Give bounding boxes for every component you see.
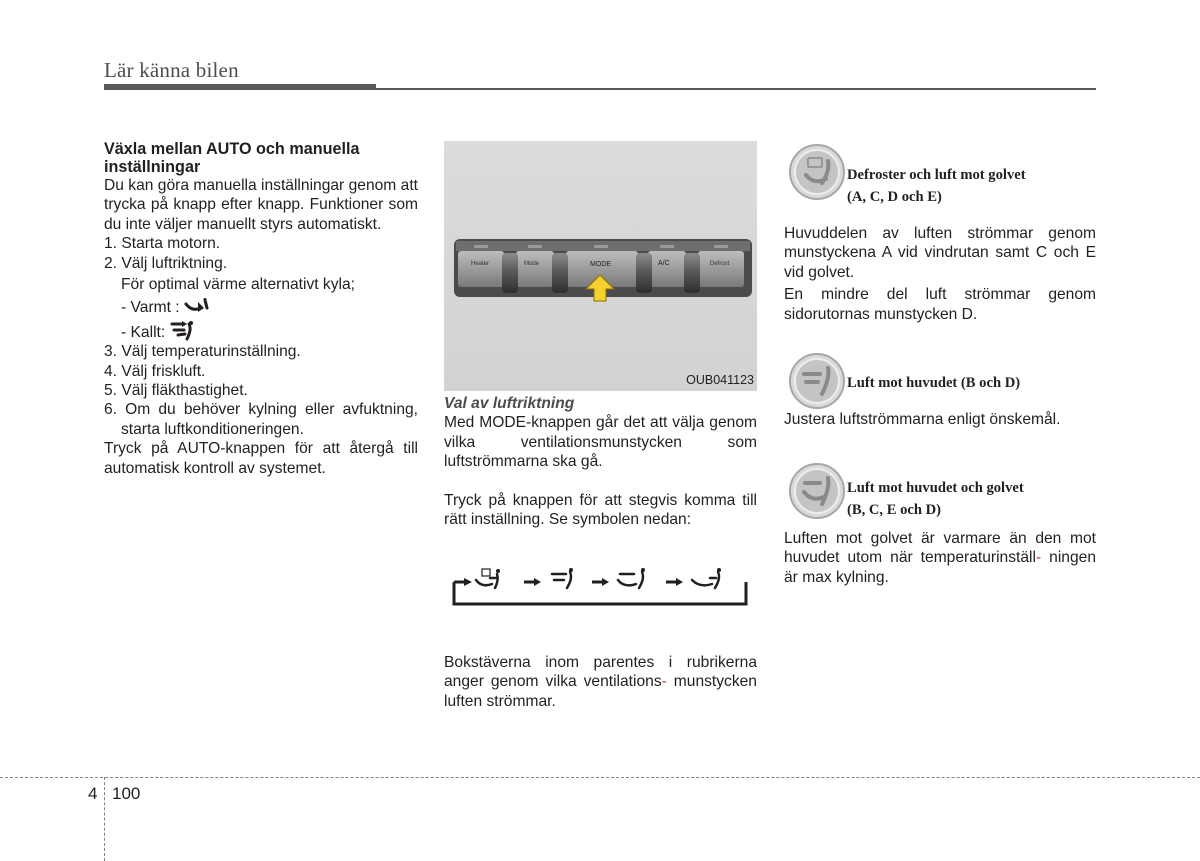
- mode-sequence-diagram: [452, 566, 748, 608]
- sec1-title-line1: Defroster och luft mot golvet: [847, 167, 1026, 183]
- middle-p3: [444, 653, 757, 711]
- middle-p2: Tryck på knappen för att stegvis komma till rätt inställning. Se symbolen nedan:: [444, 491, 757, 529]
- sec2-body: [784, 410, 1096, 429]
- panel-label-mode-small: Mode: [524, 261, 540, 267]
- seq-head-floor-icon: [618, 568, 645, 588]
- step-3: 3. Välj temperaturinställning.: [104, 343, 301, 361]
- page-number: 100: [112, 784, 141, 803]
- step-2: 2. Välj luftriktning.: [104, 254, 228, 272]
- climate-control-photo: [444, 141, 757, 391]
- left-outro: Tryck på AUTO-knappen för att återgå till automatisk kontroll av systemet.: [104, 440, 418, 477]
- middle-column: [444, 394, 757, 529]
- step-5: 5. Välj fläkthastighet.: [104, 382, 248, 400]
- cold-airflow-icon: [170, 321, 196, 341]
- middle-p3-hyphen: -: [661, 673, 667, 691]
- seq-defrost-floor-icon: [476, 569, 500, 588]
- chapter-number: 4: [88, 784, 98, 803]
- middle-p3-b: munstycken luften strömmar.: [444, 673, 757, 710]
- left-heading: Växla mellan AUTO och manuella inställningar: [104, 140, 360, 176]
- sec3-p1-hyphen: -: [1035, 549, 1042, 567]
- panel-label-mode: MODE: [590, 261, 611, 268]
- head-vent-icon: [788, 352, 846, 410]
- sec1-body: [784, 224, 1096, 324]
- sec3-title-line1: Luft mot huvudet och golvet: [847, 480, 1024, 496]
- left-column: [104, 140, 418, 478]
- sec2-title: Luft mot huvudet (B och D): [847, 375, 1021, 391]
- step-4: 4. Välj friskluft.: [104, 362, 206, 380]
- warm-airflow-icon: [184, 298, 210, 316]
- page-header-title: Lär känna bilen: [104, 58, 239, 82]
- control-panel-illustration: [444, 141, 757, 391]
- panel-label-defrost: Defrost: [710, 261, 730, 267]
- header-rule-thin: [376, 88, 1096, 90]
- mode-sequence-svg: [452, 566, 748, 608]
- cold-line: [104, 321, 418, 342]
- sec3-body: [784, 529, 1096, 587]
- photo-code: OUB041123: [686, 373, 754, 387]
- head-floor-icon: [788, 462, 846, 520]
- sec1-title: [847, 164, 1026, 208]
- left-intro: Du kan göra manuella inställningar genom att trycka på knapp efter knapp. Funktioner som du inte väljer manuellt styrs automatiskt.: [104, 177, 418, 233]
- sec3-p1-a: Luften mot golvet är varmare än den mot huvudet utom när temperaturinställ: [784, 530, 1096, 567]
- photo-caption: Val av luftriktning: [444, 395, 575, 412]
- sec3-title-line2: (B, C, E och D): [847, 502, 942, 518]
- sec1-p2: En mindre del luft strömmar genom sidorutornas munstycken D.: [784, 286, 1096, 323]
- step-1: 1. Starta motorn.: [104, 235, 221, 253]
- sec1-p1: Huvuddelen av luften strömmar genom munstyckena A vid vindrutan samt C och E vid golvet.: [784, 225, 1096, 281]
- sec3-title: [847, 477, 1024, 521]
- footer-divider: [104, 777, 105, 861]
- seq-head-vent-icon: [552, 568, 573, 588]
- step-6: 6. Om du behöver kylning eller avfuktning, starta luftkonditioneringen.: [104, 401, 418, 438]
- middle-p1: Med MODE-knappen går det att välja genom vilka ventilationsmunstycken som luftströmmarna ska gå.: [444, 414, 757, 471]
- cold-label: - Kallt:: [121, 323, 166, 341]
- warm-label: - Varmt :: [121, 299, 180, 317]
- defrost-floor-icon: [788, 143, 846, 201]
- sec3-p1: [784, 529, 1096, 587]
- sec3-p1-b: ningen är max kylning.: [784, 549, 1096, 586]
- seq-floor-icon: [692, 568, 721, 588]
- sec2-p1: Justera luftströmmarna enligt önskemål.: [784, 411, 1061, 428]
- panel-label-heater: Heater: [471, 261, 490, 267]
- sec1-title-line2: (A, C, D och E): [847, 189, 942, 205]
- step-2-note: För optimal värme alternativt kyla;: [121, 276, 355, 294]
- middle-p3-a: Bokstäverna inom parentes i rubrikerna anger genom vilka ventilations: [444, 654, 757, 691]
- footer-rule: [0, 777, 1200, 778]
- middle-bottom: [444, 653, 757, 711]
- panel-label-ac: A/C: [658, 260, 670, 267]
- header-rule-thick: [104, 84, 376, 90]
- warm-line: [104, 298, 418, 317]
